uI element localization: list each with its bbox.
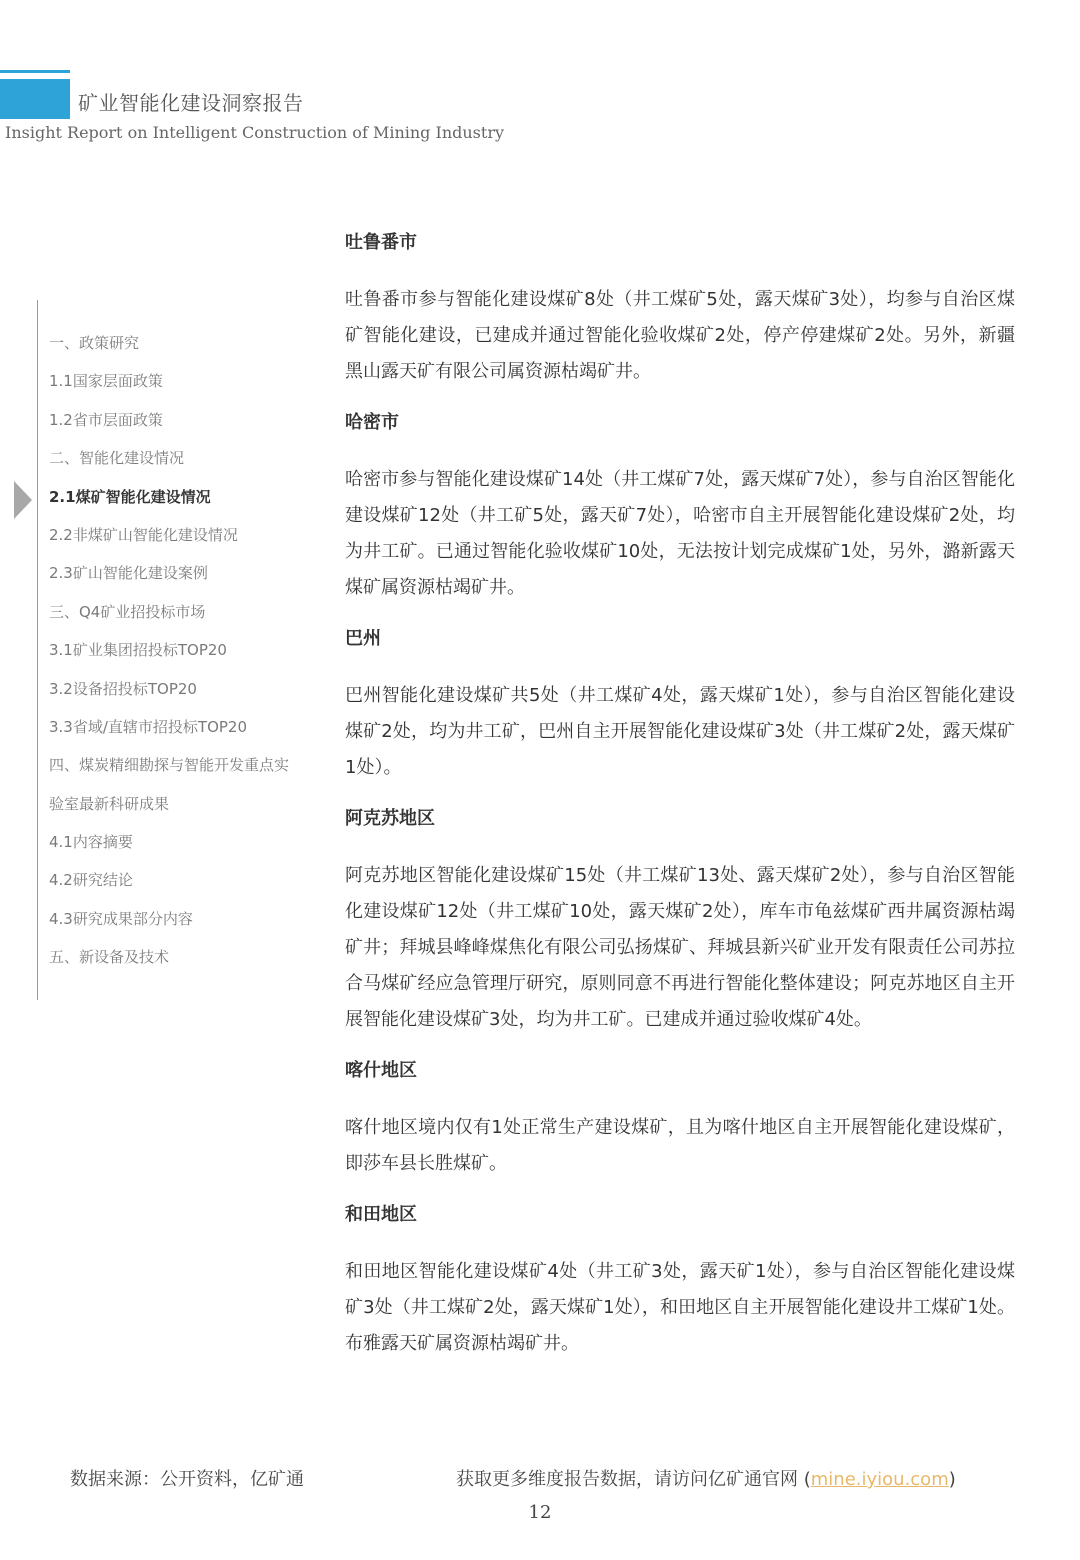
section-body: 巴州智能化建设煤矿共5处（井工煤矿4处，露天煤矿1处），参与自治区智能化建设煤矿2处，均为井工矿，巴州自主开展智能化建设煤矿3处（井工煤矿2处，露天煤矿1处）。 xyxy=(345,685,1015,778)
section-title: 吐鲁番市 xyxy=(345,232,417,253)
section-body: 喀什地区境内仅有1处正常生产建设煤矿，且为喀什地区自主开展智能化建设煤矿，即莎车县长胜煤矿。 xyxy=(345,1117,1015,1174)
toc-item[interactable]: 4.1内容摘要 xyxy=(49,833,133,852)
section-bazhou xyxy=(345,624,1015,786)
toc-item[interactable]: 验室最新科研成果 xyxy=(49,794,170,813)
report-subtitle: Insight Report on Intelligent Construction of Mining Industry xyxy=(5,123,504,142)
more-data-note xyxy=(456,1465,956,1491)
toc-item-active[interactable]: 2.1煤矿智能化建设情况 xyxy=(49,487,211,506)
header-accent-block xyxy=(0,79,70,119)
header-accent-line xyxy=(0,70,70,73)
toc-item[interactable]: 二、智能化建设情况 xyxy=(49,449,185,468)
page-number: 12 xyxy=(528,1502,552,1523)
main-content xyxy=(345,228,1015,1380)
toc-item[interactable]: 2.3矿山智能化建设案例 xyxy=(49,564,208,583)
toc-list xyxy=(49,332,289,985)
section-kashgar xyxy=(345,1056,1015,1182)
section-turpan xyxy=(345,228,1015,390)
current-section-arrow-icon xyxy=(14,481,32,519)
section-title: 巴州 xyxy=(345,628,381,649)
report-title: 矿业智能化建设洞察报告 xyxy=(78,91,304,115)
section-body: 吐鲁番市参与智能化建设煤矿8处（井工煤矿5处，露天煤矿3处），均参与自治区煤矿智能化建设，已建成并通过智能化验收煤矿2处，停产停建煤矿2处。另外，新疆黑山露天矿有限公司属资源枯竭矿井。 xyxy=(345,289,1015,382)
section-title: 阿克苏地区 xyxy=(345,808,435,829)
toc-divider-line xyxy=(37,300,38,1000)
toc-item[interactable]: 一、政策研究 xyxy=(49,334,140,352)
toc-item[interactable]: 三、Q4矿业招投标市场 xyxy=(49,602,206,621)
toc-item[interactable]: 1.2省市层面政策 xyxy=(49,410,163,429)
data-source-note: 数据来源：公开资料，亿矿通 xyxy=(70,1469,304,1490)
section-body: 和田地区智能化建设煤矿4处（井工矿3处，露天矿1处），参与自治区智能化建设煤矿3处（井工煤矿2处，露天煤矿1处），和田地区自主开展智能化建设井工煤矿1处。布雅露天矿属资源枯竭矿井。 xyxy=(345,1261,1015,1354)
toc-item[interactable]: 3.2设备招投标TOP20 xyxy=(49,679,197,698)
toc-item[interactable]: 四、煤炭精细勘探与智能开发重点实 xyxy=(49,756,290,775)
toc-item[interactable]: 3.1矿业集团招投标TOP20 xyxy=(49,641,227,660)
section-aksu xyxy=(345,804,1015,1038)
section-title: 哈密市 xyxy=(345,412,399,433)
more-data-suffix: ) xyxy=(948,1469,956,1490)
section-title: 喀什地区 xyxy=(345,1060,417,1081)
table-of-contents xyxy=(0,300,320,1000)
toc-item[interactable]: 4.2研究结论 xyxy=(49,871,133,890)
section-hotan xyxy=(345,1200,1015,1362)
toc-item[interactable]: 4.3研究成果部分内容 xyxy=(49,909,193,928)
section-title: 和田地区 xyxy=(345,1204,417,1225)
toc-item[interactable]: 2.2非煤矿山智能化建设情况 xyxy=(49,525,238,544)
toc-item[interactable]: 3.3省域/直辖市招投标TOP20 xyxy=(49,717,248,736)
website-link[interactable]: mine.iyiou.com xyxy=(810,1469,949,1490)
section-body: 哈密市参与智能化建设煤矿14处（井工煤矿7处，露天煤矿7处），参与自治区智能化建设煤矿12处（井工矿5处，露天矿7处），哈密市自主开展智能化建设煤矿2处，均为井工矿。已通过智能化验收煤矿10处，无法按计划完成煤矿1处，另外，潞新露天煤矿属资源枯竭矿井。 xyxy=(345,469,1015,598)
section-hami xyxy=(345,408,1015,606)
section-body: 阿克苏地区智能化建设煤矿15处（井工煤矿13处、露天煤矿2处），参与自治区智能化建设煤矿12处（井工煤矿10处，露天煤矿2处），库车市龟兹煤矿西井属资源枯竭矿井；拜城县峰峰煤焦化有限公司弘扬煤矿、拜城县新兴矿业开发有限责任公司苏拉合马煤矿经应急管理厅研究，原则同意不再进行智能化整体建设；阿克苏地区自主开展智能化建设煤矿3处，均为井工矿。已建成并通过验收煤矿4处。 xyxy=(345,865,1015,1030)
more-data-prefix: 获取更多维度报告数据，请访问亿矿通官网 ( xyxy=(456,1469,811,1490)
toc-item[interactable]: 1.1国家层面政策 xyxy=(49,372,163,391)
toc-item[interactable]: 五、新设备及技术 xyxy=(49,948,170,967)
